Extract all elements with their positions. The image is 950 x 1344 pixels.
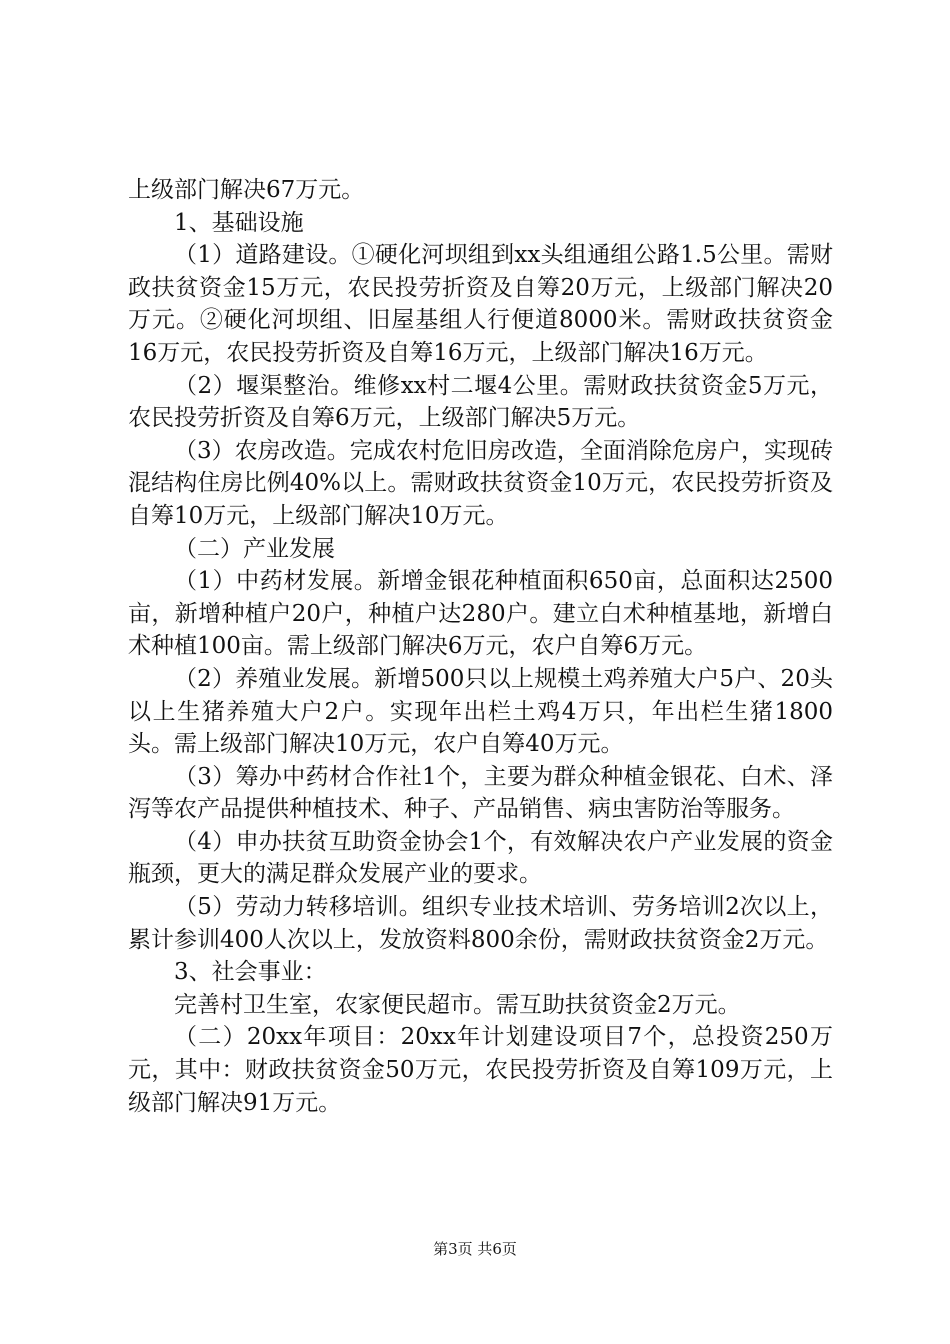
- paragraph-canal-renovation: （2）堰渠整治。维修xx村二堰4公里。需财政扶贫资金5万元，农民投劳折资及自筹6万元，上级部门解决5万元。: [128, 372, 833, 432]
- document-body: [128, 174, 833, 1119]
- paragraph-mutual-fund: （4）申办扶贫互助资金协会1个，有效解决农户产业发展的资金瓶颈，更大的满足群众发展产业的要求。: [128, 828, 833, 888]
- paragraph-housing-renovation: （3）农房改造。完成农村危旧房改造，全面消除危房户，实现砖混结构住房比例40%以上。需财政扶贫资金10万元，农民投劳折资及自筹10万元，上级部门解决10万元。: [128, 437, 833, 529]
- paragraph-continuation: 上级部门解决67万元。: [128, 177, 365, 203]
- heading-infrastructure: 1、基础设施: [174, 209, 304, 236]
- paragraph-cooperative: （3）筹办中药材合作社1个，主要为群众种植金银花、白术、泽泻等农产品提供种植技术、种子、产品销售、病虫害防治等服务。: [128, 763, 833, 823]
- paragraph-livestock: （2）养殖业发展。新增500只以上规模土鸡养殖大户5户、20头以上生猪养殖大户2户。实现年出栏土鸡4万只，年出栏生猪1800头。需上级部门解决10万元，农户自筹40万元。: [128, 665, 833, 758]
- paragraph-annual-projects: （二）20xx年项目：20xx年计划建设项目7个，总投资250万元，其中：财政扶贫资金50万元，农民投劳折资及自筹109万元，上级部门解决91万元。: [128, 1024, 833, 1116]
- paragraph-clinic: 完善村卫生室，农家便民超市。需互助扶贫资金2万元。: [174, 991, 741, 1018]
- paragraph-herbal-medicine: （1）中药材发展。新增金银花种植面积650亩，总面积达2500亩，新增种植户20户，种植户达280户。建立白术种植基地，新增白术种植100亩。需上级部门解决6万元，农户自筹6万元。: [128, 568, 833, 660]
- heading-industry-development: （二）产业发展: [174, 535, 335, 562]
- heading-social-affairs: 3、社会事业：: [174, 959, 327, 986]
- paragraph-road-construction: （1）道路建设。①硬化河坝组到xx头组通组公路1.5公里。需财政扶贫资金15万元，农民投劳折资及自筹20万元，上级部门解决20万元。②硬化河坝组、旧屋基组人行便道8000米。需财政扶贫资金16万元，农民投劳折资及自筹16万元，上级部门解决16万元。: [128, 242, 833, 366]
- page-number-footer: 第3页 共6页: [433, 1240, 517, 1258]
- paragraph-labor-training: （5）劳动力转移培训。组织专业技术培训、劳务培训2次以上，累计参训400人次以上，发放资料800余份，需财政扶贫资金2万元。: [128, 894, 833, 953]
